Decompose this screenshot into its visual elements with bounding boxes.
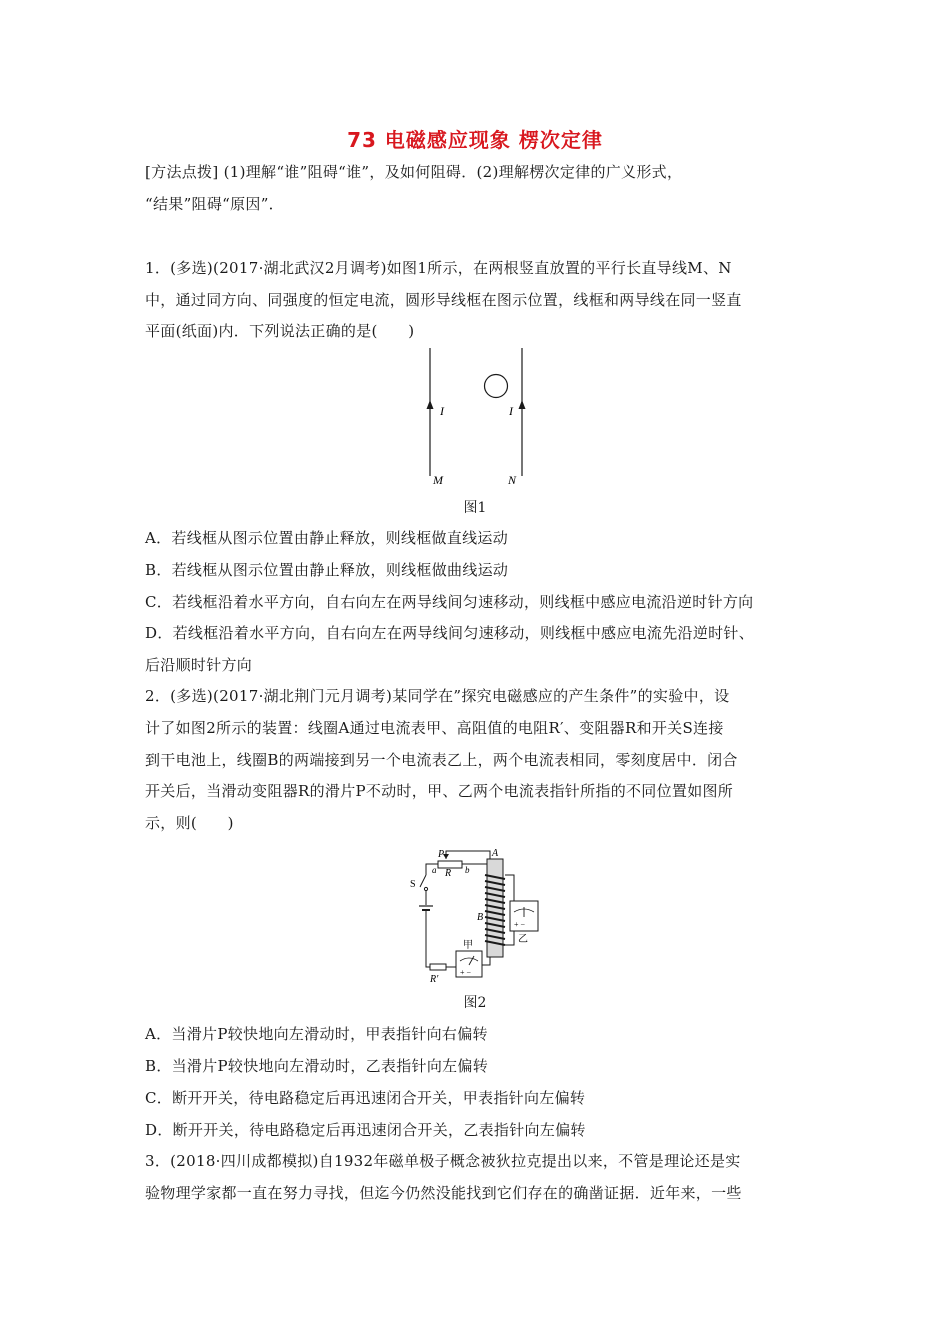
wire-coil-b-top	[505, 875, 514, 901]
q1-option-b: B．若线框从图示位置由静止释放，则线框做曲线运动	[145, 561, 509, 579]
q1-stem-line-2: 中，通过同方向、同强度的恒定电流，圆形导线框在图示位置，线框和两导线在同一竖直	[145, 291, 742, 309]
q2-stem-line-5: 示，则( )	[145, 814, 234, 832]
q3-stem-line-2: 验物理学家都一直在努力寻找，但迄今仍然没能找到它们存在的确凿证据．近年来，一些	[145, 1184, 742, 1202]
wire-left-bottom	[426, 911, 430, 967]
ammeter-yi-terminals: + −	[514, 920, 526, 929]
wire-label-m: M	[433, 473, 443, 487]
q2-stem-line-1: 2．(多选)(2017·湖北荆门元月调考)某同学在”探究电磁感应的产生条件”的实验中，设	[145, 687, 730, 705]
label-s: S	[410, 879, 416, 890]
q2-option-b: B．当滑片P较快地向左滑动时，乙表指针向左偏转	[145, 1057, 489, 1075]
wire-top	[446, 851, 490, 859]
q1-stem-line-1: 1．(多选)(2017·湖北武汉2月调考)如图1所示，在两根竖直放置的平行长直导线M、N	[145, 259, 732, 277]
q1-option-c: C．若线框沿着水平方向，自右向左在两导线间匀速移动，则线框中感应电流沿逆时针方向	[145, 593, 754, 611]
current-arrow-left	[427, 400, 434, 409]
q1-option-a: A．若线框从图示位置由静止释放，则线框做直线运动	[145, 529, 509, 547]
current-arrow-right	[519, 400, 526, 409]
ammeter-jia-terminals: + −	[460, 968, 472, 977]
resistor-r-prime	[430, 964, 446, 970]
q2-option-d: D．断开开关，待电路稳定后再迅速闭合开关，乙表指针向左偏转	[145, 1121, 586, 1139]
wire-label-n: N	[508, 473, 517, 487]
circular-loop	[485, 375, 508, 398]
q1-stem-line-3: 平面(纸面)内．下列说法正确的是( )	[145, 322, 415, 340]
label-jia: 甲	[463, 940, 473, 951]
q2-stem-line-4: 开关后，当滑动变阻器R的滑片P不动时，甲、乙两个电流表指针所指的不同位置如图所	[145, 782, 734, 800]
figure-1-diagram	[410, 348, 540, 490]
page-title: 73 电磁感应现象 楞次定律	[347, 128, 603, 152]
label-a: a	[432, 865, 437, 875]
current-label-left: I	[440, 404, 444, 418]
q1-option-d-line-1: D．若线框沿着水平方向，自右向左在两导线间匀速移动，则线框中感应电流先沿逆时针、	[145, 624, 755, 642]
q2-option-c: C．断开开关，待电路稳定后再迅速闭合开关，甲表指针向左偏转	[145, 1089, 586, 1107]
switch-contact	[424, 887, 427, 890]
q3-stem-line-1: 3．(2018·四川成都模拟)自1932年磁单极子概念被狄拉克提出以来，不管是理论还是实	[145, 1152, 741, 1170]
figure-1-caption: 图1	[463, 500, 487, 516]
figure-2-diagram	[404, 845, 554, 985]
label-coil-b: B	[477, 912, 484, 923]
label-r-prime: R′	[430, 974, 439, 985]
q2-stem-line-2: 计了如图2所示的装置：线圈A通过电流表甲、高阻值的电阻R′、变阻器R和开关S连接	[145, 719, 724, 737]
switch-s	[420, 875, 426, 887]
method-tip-line-1: [方法点拨] (1)理解“谁”阻碍“谁”，及如何阻碍．(2)理解楞次定律的广义形式，	[145, 163, 683, 181]
q2-option-a: A．当滑片P较快地向左滑动时，甲表指针向右偏转	[145, 1025, 488, 1043]
figure-2-caption: 图2	[463, 995, 487, 1011]
label-yi: 乙	[518, 934, 528, 945]
current-label-right: I	[509, 404, 513, 418]
method-tip-line-2: “结果”阻碍“原因”．	[145, 195, 284, 213]
label-r: R	[445, 868, 452, 879]
label-coil-a: A	[492, 848, 499, 859]
label-b: b	[465, 865, 470, 875]
q1-option-d-line-2: 后沿顺时针方向	[145, 656, 253, 674]
label-p: P	[438, 849, 445, 860]
q2-stem-line-3: 到干电池上，线圈B的两端接到另一个电流表乙上，两个电流表相同，零刻度居中．闭合	[145, 751, 738, 769]
wire-coil-b-bottom	[505, 931, 514, 945]
rheostat-r	[438, 861, 462, 868]
